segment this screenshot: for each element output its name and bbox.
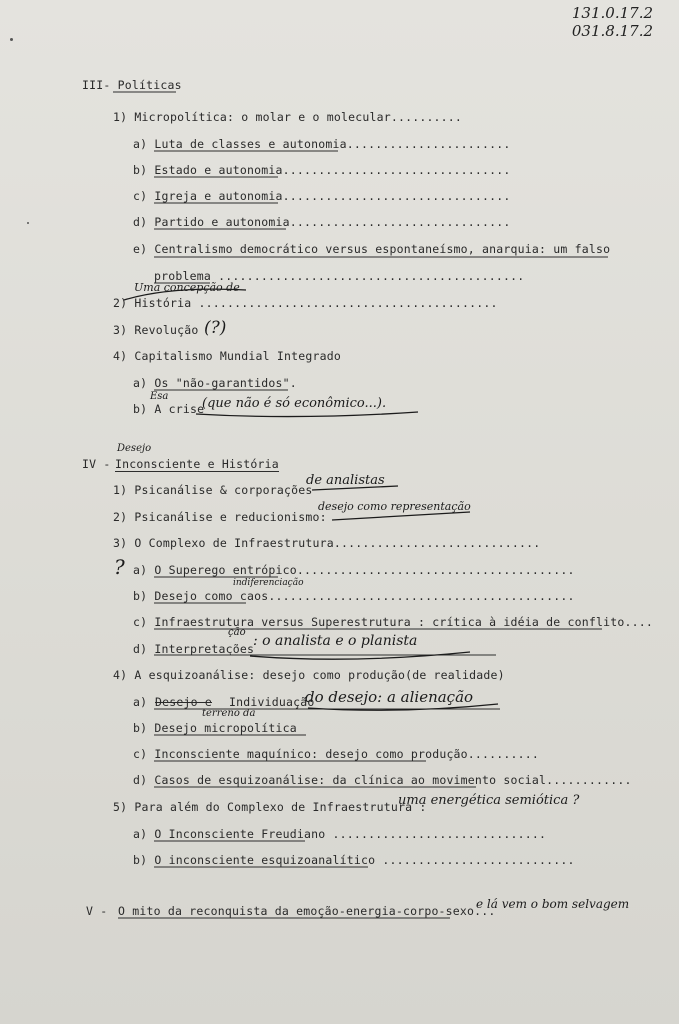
underline-crise-note [196,412,418,417]
section-v-prefix: V - [86,904,108,918]
item-capitalismo: 4) Capitalismo Mundial Integrado [113,349,341,363]
item-nao-garantidos: a) Os "não-garantidos". [133,376,297,390]
item-casos: d) Casos de esquizoanálise: da clínica ao movimento social............ [133,773,632,787]
handwritten-question: (?) [204,318,227,338]
handwritten-cao: ção [228,627,246,638]
struck-text-desejo: Desejo e [155,695,212,709]
handwritten-note-crise: (que não é só econômico...). [202,396,387,411]
handwritten-note-concepcao: Uma concepção de [134,281,240,294]
section-iii-heading: III- Políticas [82,78,182,92]
item-historia: 2) História .......................................... [113,296,498,310]
item-a-prefix: a) [133,695,148,709]
item-complexo: 3) O Complexo de Infraestrutura............................. [113,536,541,550]
archive-reference-1: 131.0.17.2 [571,4,653,22]
item-crise: b) A crise [133,402,205,416]
underline-representacao [332,512,470,520]
item-esquizoanalise: 4) A esquizoanálise: desejo como produção(de realidade) [113,668,505,682]
item-desejo-micropolitica: b) Desejo micropolítica [133,721,297,735]
item-estado: b) Estado e autonomia................................ [133,163,511,177]
item-interpretacoes: d) Interpretações [133,642,255,656]
section-iv-heading: Inconsciente e História [115,457,279,471]
handwritten-analista-planista: : o analista e o planista [253,633,418,649]
handwritten-alienacao: do desejo: a alienação [305,688,474,706]
handwritten-desejo: Desejo [117,443,152,454]
archive-reference-2: 031.8.17.2 [571,22,653,40]
item-superego: a) O Superego entrópico....................................... [133,563,575,577]
item-reducionismo: 2) Psicanálise e reducionismo: [113,510,327,524]
handwritten-energetica: uma energética semiótica ? [398,793,580,808]
item-esquizoanalitico: b) O inconsciente esquizoanalítico ........................... [133,853,575,867]
item-infraestrutura: c) Infraestrutura versus Superestrutura : crítica à idéia de conflito.... [133,615,654,629]
handwritten-representacao: desejo como representação [318,500,471,513]
handwritten-bom-selvagem: e lá vem o bom selvagem [476,897,630,911]
underline-analista [250,652,470,659]
item-revolucao: 3) Revolução [113,323,199,337]
handwritten-indiferenciacao: indiferenciação [233,578,304,588]
item-freudiano: a) O Inconsciente Freudiano .............................. [133,827,547,841]
item-para-alem: 5) Para além do Complexo de Infraestrutura : [113,800,427,814]
item-micropolitica: 1) Micropolítica: o molar e o molecular.......... [113,110,463,124]
paper-speck [10,38,13,41]
item-partido: d) Partido e autonomia............................... [133,215,511,229]
handwritten-analistas: de analistas [306,473,385,488]
handwritten-esa: Esa [150,391,169,402]
handwritten-terreno: terreno da [202,708,256,719]
item-igreja: c) Igreja e autonomia................................ [133,189,511,203]
item-desejo-caos: b) Desejo como caos........................................... [133,589,575,603]
item-luta-classes: a) Luta de classes e autonomia....................... [133,137,511,151]
item-individuacao: Individuação [229,695,315,709]
paper-speck [27,222,29,224]
item-centralismo: e) Centralismo democrático versus espontaneísmo, anarquia: um falso [133,242,611,256]
handwritten-question-mark: ? [114,555,125,579]
section-v-heading: O mito da reconquista da emoção-energia-corpo-sexo... [118,904,496,918]
item-psicanalise-corporacoes: 1) Psicanálise & corporações [113,483,313,497]
item-maquinico: c) Inconsciente maquínico: desejo como produção.......... [133,747,540,761]
item-centralismo-cont: problema ........................................... [154,269,525,283]
section-iv-prefix: IV - [82,457,111,471]
